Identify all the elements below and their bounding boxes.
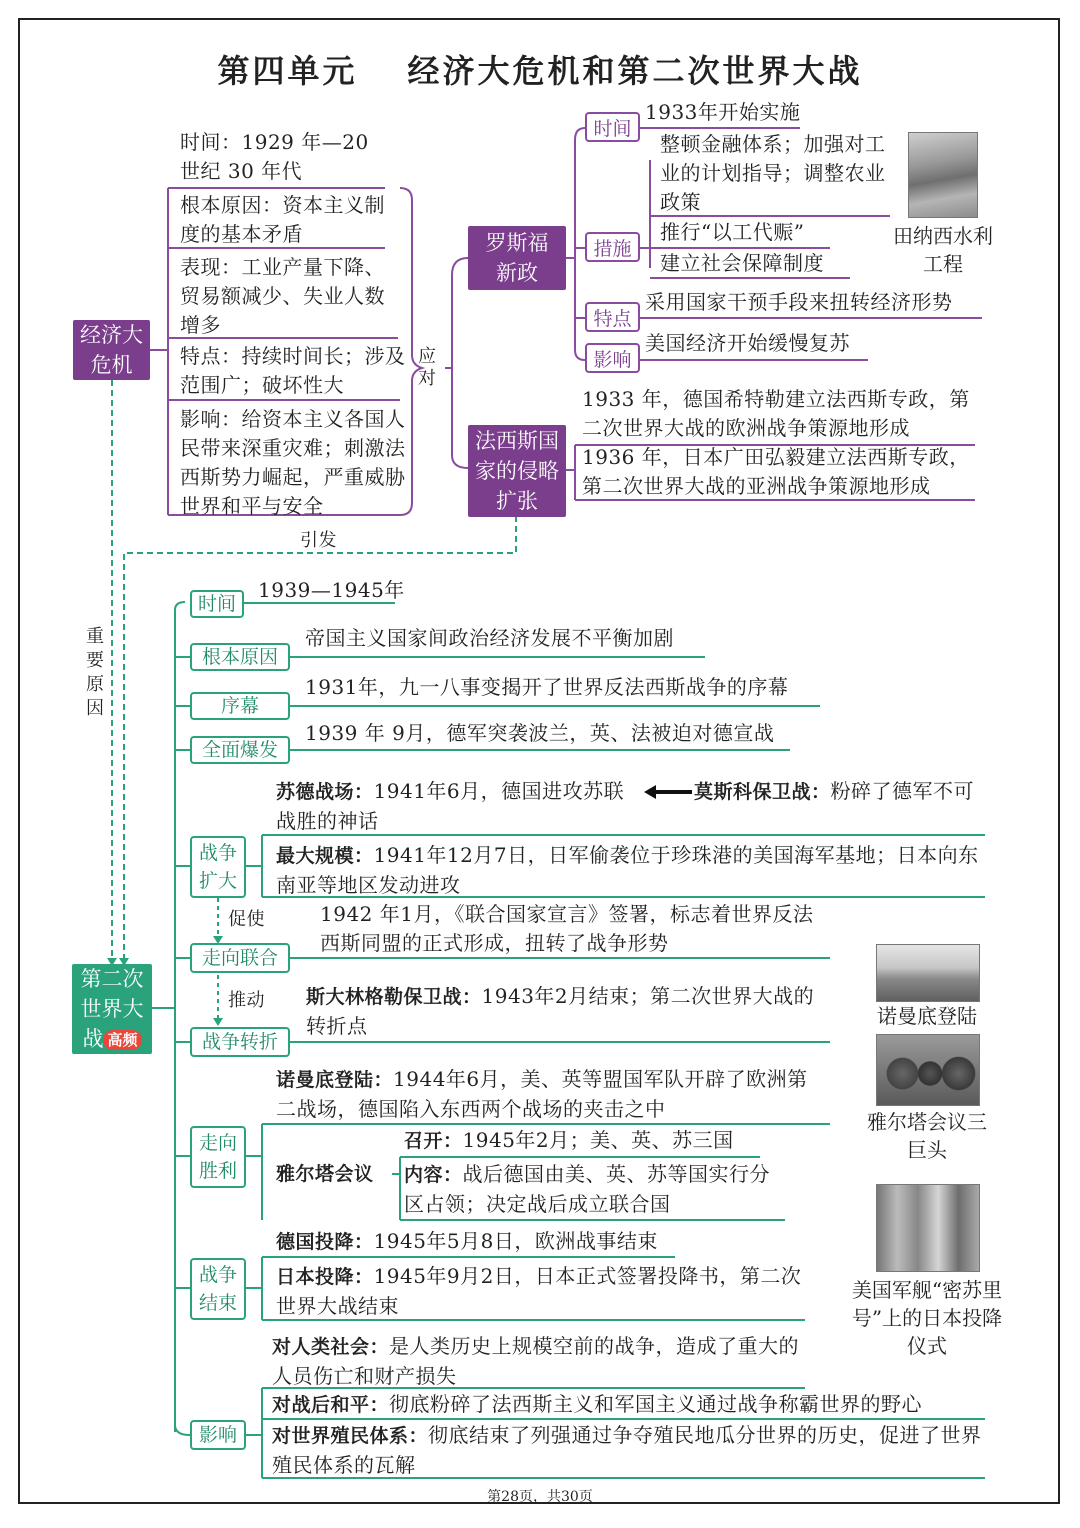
missouri-caption: 美国军舰“密苏里号”上的日本投降仪式 — [851, 1278, 1003, 1358]
japan-surrender-label: 日本投降： — [276, 1266, 374, 1288]
impact-peace-text: 彻底粉碎了法西斯主义和军国主义通过战争称霸世界的野心 — [389, 1392, 923, 1416]
crisis-cause: 根本原因：资本主义制度的基本矛盾 — [180, 193, 385, 246]
impact-colonial — [272, 1421, 990, 1480]
ww2-cause-tag: 根本原因 — [190, 643, 290, 671]
impact-society-label: 对人类社会： — [272, 1336, 390, 1358]
ww2-time-text: 1939—1945年 — [258, 578, 405, 602]
ww2-time-tag: 时间 — [190, 590, 244, 618]
germany-surrender-label: 德国投降： — [276, 1231, 374, 1253]
high-frequency-badge: 高频 — [103, 1030, 141, 1050]
soviet-front-label: 苏德战场： — [276, 781, 374, 803]
crisis-time: 时间：1929 年—20 世纪 30 年代 — [180, 130, 369, 183]
ww2-impact-tag: 影响 — [190, 1420, 246, 1450]
japan-surrender — [276, 1262, 816, 1321]
ww2-victory-tag: 走向胜利 — [190, 1126, 246, 1188]
ww2-prelude-tag: 序幕 — [190, 692, 290, 720]
missouri-photo — [876, 1184, 980, 1272]
germany-surrender-text: 1945年5月8日，欧洲战事结束 — [373, 1229, 658, 1253]
largest-scale-text: 1941年12月7日，日军偷袭位于珍珠港的美国海军基地；日本向东南亚等地区发动进攻 — [276, 843, 979, 897]
ww2-unite-tag: 走向联合 — [190, 943, 290, 973]
japan-surrender-text: 1945年9月2日，日本正式签署投降书，第二次世界大战结束 — [276, 1264, 802, 1318]
new-deal-measure-3: 建立社会保障制度 — [660, 251, 824, 275]
impact-colonial-text: 彻底结束了列强通过争夺殖民地瓜分世界的历史，促进了世界殖民体系的瓦解 — [272, 1423, 982, 1477]
soviet-front-text: 1941年6月，德国进攻苏联 — [373, 779, 625, 803]
page-number: 第28页，共30页 — [487, 1489, 593, 1505]
new-deal-impact-tag: 影响 — [585, 343, 640, 373]
crisis-respond-label: 应对 — [418, 346, 437, 389]
tennessee-dam-photo — [908, 132, 978, 218]
impact-colonial-label: 对世界殖民体系： — [272, 1425, 429, 1447]
new-deal-impact-text: 美国经济开始缓慢复苏 — [645, 331, 850, 355]
impact-peace-label: 对战后和平： — [272, 1394, 390, 1416]
ww2-box-label: 第二次世界大战 — [80, 967, 144, 1051]
normandy-landing — [276, 1065, 824, 1124]
yalta-open-label: 召开： — [404, 1130, 463, 1152]
crisis-feature: 特点：持续时间长；涉及范围广；破坏性大 — [180, 344, 406, 397]
yalta-label: 雅尔塔会议 — [276, 1163, 374, 1185]
moscow-battle-label: 莫斯科保卫战： — [694, 781, 831, 803]
ww2-outbreak-text: 1939 年 9月，德军突袭波兰，英、法被迫对德宣战 — [305, 721, 775, 745]
impact-society — [272, 1332, 812, 1391]
yalta-caption: 雅尔塔会议三巨头 — [867, 1110, 987, 1162]
new-deal-measure-tag: 措施 — [585, 232, 640, 262]
fascism-germany: 1933 年，德国希特勒建立法西斯专政，第二次世界大战的欧洲战争策源地形成 — [582, 387, 970, 440]
ww2-expand-tag: 战争扩大 — [190, 836, 246, 898]
crisis-impact: 影响：给资本主义各国人民带来深重灾难；刺激法西斯势力崛起，严重威胁世界和平与安全 — [180, 407, 406, 518]
normandy-caption: 诺曼底登陆 — [877, 1004, 977, 1028]
stalingrad-battle — [306, 982, 831, 1041]
yalta-photo — [876, 1034, 980, 1106]
crisis-box: 经济大危机 — [73, 320, 150, 380]
new-deal-feature-tag: 特点 — [585, 302, 640, 332]
largest-scale-label: 最大规模： — [276, 845, 374, 867]
new-deal-feature-text: 采用国家干预手段来扭转经济形势 — [645, 290, 953, 314]
page-title: 第四单元 经济大危机和第二次世界大战 — [217, 52, 863, 90]
yalta-open — [404, 1126, 734, 1156]
impact-society-text: 是人类历史上规模空前的战争，造成了重大的人员伤亡和财产损失 — [272, 1334, 800, 1388]
ww2-prelude-text: 1931年，九一八事变揭开了世界反法西斯战争的序幕 — [305, 675, 789, 699]
new-deal-time-tag: 时间 — [585, 112, 640, 142]
impact-peace — [272, 1390, 922, 1420]
stalingrad-label: 斯大林格勒保卫战： — [306, 986, 482, 1008]
tennessee-dam-caption: 田纳西水利工程 — [893, 224, 993, 276]
ww2-outbreak-tag: 全面爆发 — [190, 736, 290, 764]
moscow-battle-text: 粉碎了德军不可战胜的神话 — [276, 779, 975, 833]
new-deal-measure-1: 整顿金融体系；加强对工业的计划指导；调整农业政策 — [660, 132, 886, 214]
moscow-battle — [276, 777, 988, 836]
fascism-box: 法西斯国家的侵略扩张 — [468, 425, 566, 517]
promote-label: 促使 — [228, 909, 265, 930]
normandy-photo — [876, 944, 980, 1002]
germany-surrender — [276, 1227, 658, 1257]
trigger-label: 引发 — [300, 530, 337, 551]
fascism-japan: 1936 年，日本广田弘毅建立法西斯专政，第二次世界大战的亚洲战争策源地形成 — [582, 445, 970, 498]
ww2-end-tag: 战争结束 — [190, 1258, 246, 1320]
normandy-label: 诺曼底登陆： — [276, 1069, 394, 1091]
ww2-unite-text: 1942 年1月，《联合国家宣言》签署，标志着世界反法西斯同盟的正式形成，扭转了战争形势 — [320, 902, 814, 955]
stalingrad-text: 1943年2月结束；第二次世界大战的转折点 — [306, 984, 815, 1038]
ww2-turn-tag: 战争转折 — [190, 1027, 290, 1057]
yalta-content-label: 内容： — [404, 1164, 463, 1186]
yalta-content-text: 战后德国由美、英、苏等国实行分区占领；决定战后成立联合国 — [404, 1162, 771, 1216]
ww2-cause-text: 帝国主义国家间政治经济发展不平衡加剧 — [305, 626, 674, 650]
largest-scale — [276, 841, 998, 900]
crisis-manifest: 表现：工业产量下降、贸易额减少、失业人数增多 — [180, 255, 385, 337]
new-deal-measure-2: 推行“以工代赈” — [660, 220, 805, 244]
ww2-box — [72, 964, 152, 1054]
yalta-content — [404, 1160, 789, 1219]
normandy-text: 1944年6月，美、英等盟国军队开辟了欧洲第二战场，德国陷入东西两个战场的夹击之中 — [276, 1067, 808, 1121]
new-deal-box: 罗斯福新政 — [468, 226, 566, 290]
yalta-open-text: 1945年2月；美、英、苏三国 — [462, 1128, 734, 1152]
drive-label: 推动 — [228, 990, 265, 1011]
new-deal-time-text: 1933年开始实施 — [645, 100, 801, 124]
reason-label: 重要原因 — [86, 626, 105, 719]
